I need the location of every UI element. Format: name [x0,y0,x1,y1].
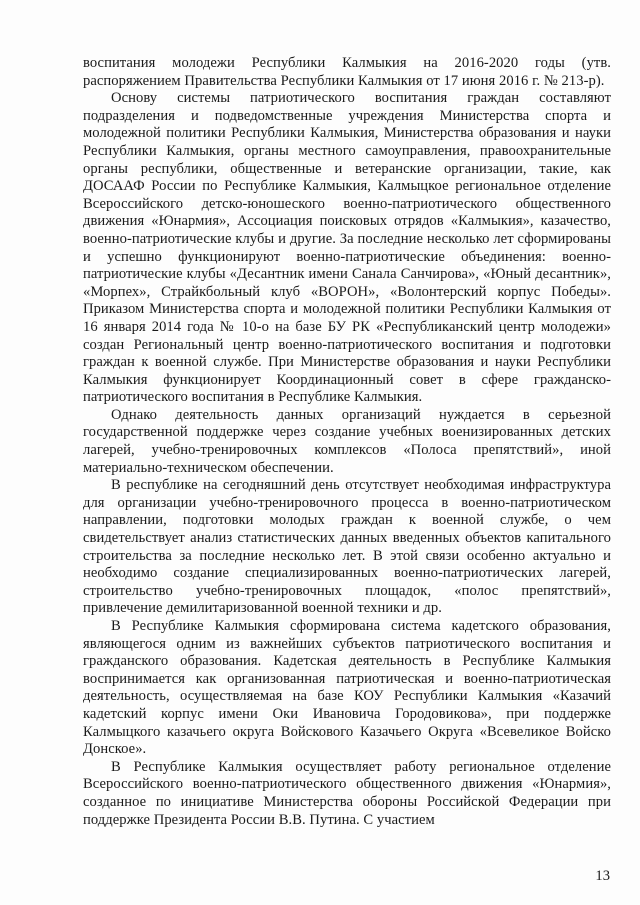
paragraph-3: Однако деятельность данных организаций нуждается в серьезной государственной поддержке через создание учебных военизированных детских лагерей, учебно-тренировочных комплексов «Полоса препятствий», иной материально-техническом обеспечении. [83,406,611,476]
paragraph-2: Основу системы патриотического воспитания граждан составляют подразделения и подведомственные учреждения Министерства спорта и молодежной политики Республики Калмыкия, Министерства образования и науки Республики Калмыкия, органы местного самоуправления, правоохранительные органы республики, общественные и ветеранские организации, такие, как ДОСААФ России по Республике Калмыкия, Калмыцкое региональное отделение Всероссийского детско-юношеского военно-патриотического общественного движения «Юнармия», Ассоциация поисковых отрядов «Калмыкия», казачество, военно-патриотические клубы и другие. За последние несколько лет сформированы и успешно функционируют военно-патриотические объединения: военно-патриотические клубы «Десантник имени Санала Санчирова», «Юный десантник», «Морпех», Страйкбольный клуб «ВОРОН», «Волонтерский корпус Победы». Приказом Министерства спорта и молодежной политики Республики Калмыкия от 16 января 2014 года № 10-о на базе БУ РК «Республиканский центр молодежи» создан Региональный центр военно-патриотического воспитания и подготовки граждан к военной службе. При Министерстве образования и науки Республики Калмыкия функционирует Координационный совет в сфере гражданско-патриотического воспитания в Республике Калмыкия. [83,90,611,406]
paragraph-6: В Республике Калмыкия осуществляет работу региональное отделение Всероссийского военно-патриотического общественного движения «Юнармия», созданное по инициативе Министерства обороны Российской Федерации при поддержке Президента России В.В. Путина. С участием [83,758,611,828]
paragraph-5: В Республике Калмыкия сформирована система кадетского образования, являющегося одним из важнейших субъектов патриотического воспитания и гражданского образования. Кадетская деятельность в Республике Калмыкия воспринимается как организованная патриотическая и военно-патриотическая деятельность, осуществляемая на базе КОУ Республики Калмыкия «Казачий кадетский корпус имени Оки Ивановича Городовикова», при поддержке Калмыцкого казачьего округа Войскового Казачьего Округа «Всевеликое Войско Донское». [83,618,611,758]
paragraph-4: В республике на сегодняшний день отсутствует необходимая инфраструктура для организации учебно-тренировочного процесса в военно-патриотическом направлении, подготовки молодых граждан к военной службе, о чем свидетельствует анализ статистических данных введенных объектов капитального строительства за последние несколько лет. В этой связи особенно актуально и необходимо создание специализированных военно-патриотических лагерей, строительство учебно-тренировочных площадок, «полос препятствий», привлечение демилитаризованной военной техники и др. [83,477,611,617]
page-number: 13 [595,868,610,884]
paragraph-1: воспитания молодежи Республики Калмыкия на 2016-2020 годы (утв. распоряжением Правительства Республики Калмыкия от 17 июня 2016 г. № 213-р). [83,55,611,89]
document-body [83,55,611,829]
